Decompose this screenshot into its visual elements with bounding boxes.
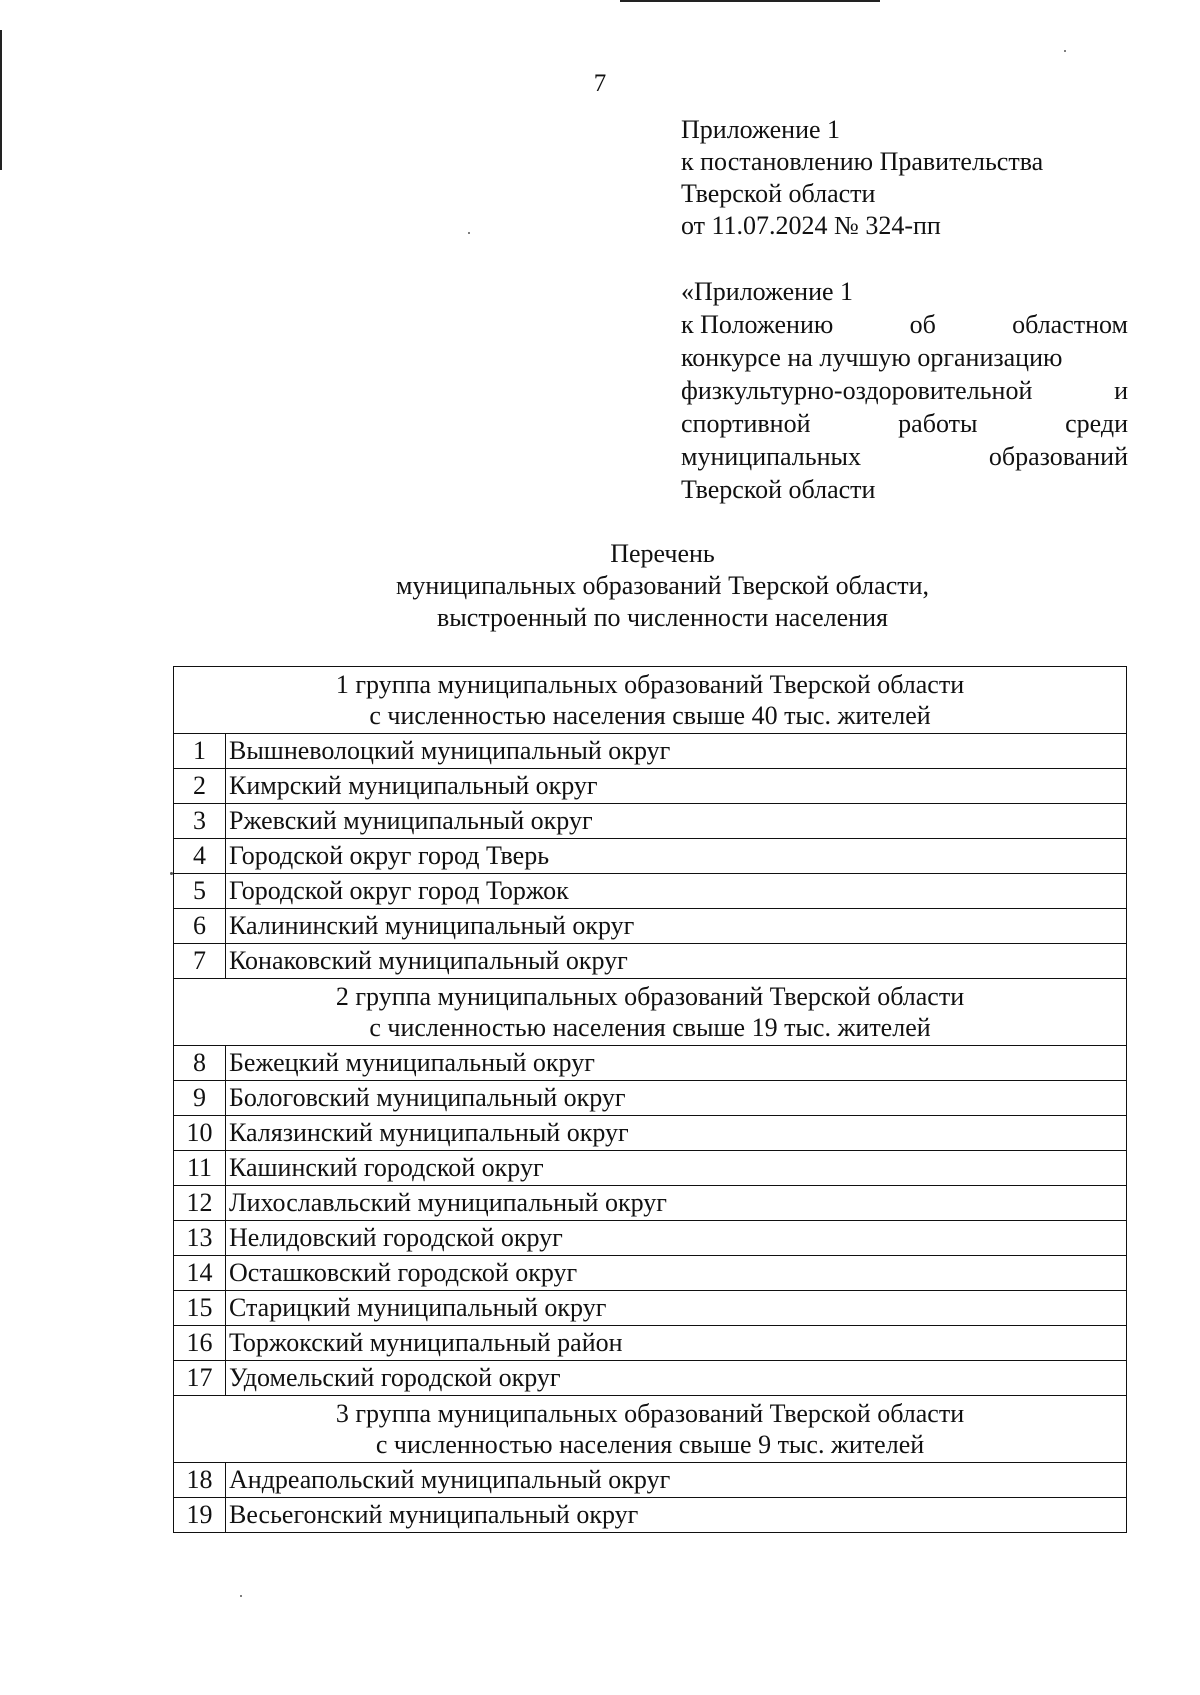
annex-header-line: к постановлению Правительства bbox=[681, 147, 1044, 176]
municipality-name: Осташковский городской округ bbox=[226, 1256, 1127, 1291]
municipality-name: Конаковский муниципальный округ bbox=[226, 944, 1127, 979]
table-row bbox=[174, 839, 1127, 874]
annex-reference-line bbox=[681, 407, 1128, 440]
municipality-name: Торжокский муниципальный район bbox=[226, 1326, 1127, 1361]
scan-speck bbox=[240, 1595, 242, 1597]
municipality-name: Удомельский городской округ bbox=[226, 1361, 1127, 1396]
group-header-line: 1 группа муниципальных образований Тверской области bbox=[335, 670, 965, 699]
annex-reference-word: и bbox=[1114, 376, 1128, 405]
municipalities-table bbox=[173, 666, 1127, 1533]
annex-reference-text: Тверской области bbox=[681, 475, 876, 504]
group-header-line: с численностью населения свыше 40 тыс. жителей bbox=[369, 701, 931, 730]
table-row bbox=[174, 909, 1127, 944]
annex-reference-text: «Приложение 1 bbox=[681, 277, 854, 306]
table-row bbox=[174, 1291, 1127, 1326]
annex-reference-word: образований bbox=[988, 442, 1128, 471]
row-number: 3 bbox=[174, 804, 226, 839]
annex-reference-word: к Положению bbox=[681, 310, 834, 339]
annex-header bbox=[681, 114, 1131, 242]
municipality-name: Ржевский муниципальный округ bbox=[226, 804, 1127, 839]
municipality-name: Калининский муниципальный округ bbox=[226, 909, 1127, 944]
municipality-name: Нелидовский городской округ bbox=[226, 1221, 1127, 1256]
group-header-line: с численностью населения свыше 19 тыс. жителей bbox=[369, 1013, 931, 1042]
table-row bbox=[174, 1256, 1127, 1291]
group-header-cell bbox=[174, 667, 1127, 734]
row-number: 12 bbox=[174, 1186, 226, 1221]
table-row bbox=[174, 769, 1127, 804]
annex-reference-word: спортивной bbox=[681, 409, 811, 438]
row-number: 9 bbox=[174, 1081, 226, 1116]
title-line: выстроенный по численности населения bbox=[437, 603, 888, 632]
row-number: 18 bbox=[174, 1463, 226, 1498]
title-line: муниципальных образований Тверской области, bbox=[395, 571, 930, 600]
group-header-line: 3 группа муниципальных образований Тверской области bbox=[335, 1399, 965, 1428]
municipality-name: Вышневолоцкий муниципальный округ bbox=[226, 734, 1127, 769]
scan-speck bbox=[1064, 50, 1066, 52]
annex-reference-line bbox=[681, 275, 1128, 308]
row-number: 8 bbox=[174, 1046, 226, 1081]
annex-header-line: Тверской области bbox=[681, 179, 876, 208]
annex-reference-word: работы bbox=[898, 409, 978, 438]
municipality-name: Весьегонский муниципальный округ bbox=[226, 1498, 1127, 1533]
municipality-name: Бежецкий муниципальный округ bbox=[226, 1046, 1127, 1081]
row-number: 5 bbox=[174, 874, 226, 909]
row-number: 14 bbox=[174, 1256, 226, 1291]
annex-reference-line bbox=[681, 341, 1128, 374]
annex-header-line: от 11.07.2024 № 324-пп bbox=[681, 211, 941, 240]
table-row bbox=[174, 1116, 1127, 1151]
row-number: 15 bbox=[174, 1291, 226, 1326]
annex-reference bbox=[681, 275, 1128, 506]
page-number: 7 bbox=[593, 70, 607, 97]
table-row bbox=[174, 1151, 1127, 1186]
row-number: 17 bbox=[174, 1361, 226, 1396]
annex-reference-line bbox=[681, 308, 1128, 341]
municipality-name: Лихославльский муниципальный округ bbox=[226, 1186, 1127, 1221]
group-header-line: 2 группа муниципальных образований Тверской области bbox=[335, 982, 965, 1011]
annex-reference-line bbox=[681, 473, 1128, 506]
table-row bbox=[174, 734, 1127, 769]
scan-top-line bbox=[620, 0, 880, 2]
annex-reference-line bbox=[681, 440, 1128, 473]
municipality-name: Кашинский городской округ bbox=[226, 1151, 1127, 1186]
table-row bbox=[174, 1326, 1127, 1361]
row-number: 4 bbox=[174, 839, 226, 874]
municipality-name: Кимрский муниципальный округ bbox=[226, 769, 1127, 804]
table-row bbox=[174, 1498, 1127, 1533]
table-row bbox=[174, 1081, 1127, 1116]
table-row bbox=[174, 804, 1127, 839]
annex-reference-line bbox=[681, 374, 1128, 407]
table-row bbox=[174, 874, 1127, 909]
annex-reference-word: областном bbox=[1012, 310, 1128, 339]
row-number: 2 bbox=[174, 769, 226, 804]
row-number: 13 bbox=[174, 1221, 226, 1256]
table-row bbox=[174, 1186, 1127, 1221]
group-header-cell bbox=[174, 979, 1127, 1046]
scan-speck bbox=[468, 232, 470, 234]
annex-reference-word: об bbox=[909, 310, 936, 339]
municipality-name: Городской округ город Тверь bbox=[226, 839, 1127, 874]
row-number: 11 bbox=[174, 1151, 226, 1186]
municipality-name: Городской округ город Торжок bbox=[226, 874, 1127, 909]
table-row bbox=[174, 1221, 1127, 1256]
annex-reference-text: конкурсе на лучшую организацию bbox=[681, 343, 1063, 372]
table-row bbox=[174, 1046, 1127, 1081]
table-row bbox=[174, 1361, 1127, 1396]
title-line: Перечень bbox=[610, 539, 715, 568]
table-row bbox=[174, 1463, 1127, 1498]
annex-reference-word: муниципальных bbox=[681, 442, 862, 471]
group-header-row bbox=[174, 1396, 1127, 1463]
table-row bbox=[174, 944, 1127, 979]
group-header-cell bbox=[174, 1396, 1127, 1463]
document-title bbox=[0, 538, 1200, 634]
municipality-name: Бологовский муниципальный округ bbox=[226, 1081, 1127, 1116]
annex-reference-word: среди bbox=[1065, 409, 1128, 438]
municipality-name: Калязинский муниципальный округ bbox=[226, 1116, 1127, 1151]
scan-edge-line bbox=[0, 30, 2, 170]
group-header-line: с численностью населения свыше 9 тыс. жителей bbox=[375, 1430, 925, 1459]
group-header-row bbox=[174, 667, 1127, 734]
annex-reference-word: физкультурно-оздоровительной bbox=[681, 376, 1033, 405]
row-number: 16 bbox=[174, 1326, 226, 1361]
row-number: 6 bbox=[174, 909, 226, 944]
row-number: 1 bbox=[174, 734, 226, 769]
row-number: 10 bbox=[174, 1116, 226, 1151]
municipality-name: Андреапольский муниципальный округ bbox=[226, 1463, 1127, 1498]
municipality-name: Старицкий муниципальный округ bbox=[226, 1291, 1127, 1326]
row-number: 19 bbox=[174, 1498, 226, 1533]
row-number: 7 bbox=[174, 944, 226, 979]
group-header-row bbox=[174, 979, 1127, 1046]
annex-header-line: Приложение 1 bbox=[681, 115, 841, 144]
